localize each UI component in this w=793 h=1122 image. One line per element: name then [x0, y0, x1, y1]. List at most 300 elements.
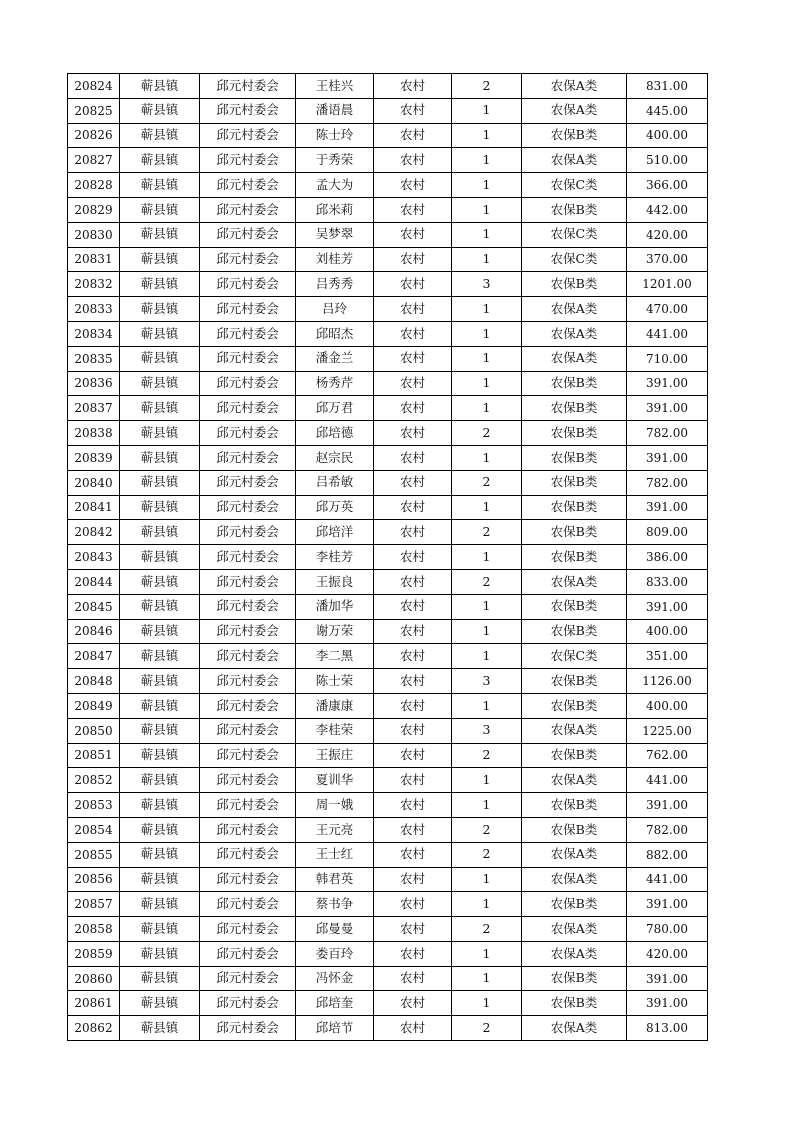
table-row [68, 396, 708, 421]
table-row [68, 917, 708, 942]
insurance-category-cell: 农保A类 [522, 148, 627, 173]
insurance-category-cell: 农保B类 [522, 966, 627, 991]
record-number-cell: 20839 [68, 445, 120, 470]
household-count-cell: 1 [452, 892, 522, 917]
area-type-cell: 农村 [374, 321, 452, 346]
record-number-cell: 20824 [68, 74, 120, 99]
amount-cell: 391.00 [627, 495, 708, 520]
area-type-cell: 农村 [374, 297, 452, 322]
town-cell: 蕲县镇 [120, 495, 200, 520]
village-committee-cell: 邱元村委会 [200, 644, 296, 669]
town-cell: 蕲县镇 [120, 173, 200, 198]
household-count-cell: 1 [452, 321, 522, 346]
village-committee-cell: 邱元村委会 [200, 346, 296, 371]
town-cell: 蕲县镇 [120, 346, 200, 371]
insurance-category-cell: 农保A类 [522, 98, 627, 123]
record-number-cell: 20849 [68, 693, 120, 718]
person-name-cell: 吴梦翠 [296, 222, 374, 247]
table-row [68, 346, 708, 371]
record-number-cell: 20845 [68, 594, 120, 619]
town-cell: 蕲县镇 [120, 817, 200, 842]
area-type-cell: 农村 [374, 594, 452, 619]
record-number-cell: 20856 [68, 867, 120, 892]
insurance-category-cell: 农保A类 [522, 1016, 627, 1041]
person-name-cell: 陈士玲 [296, 123, 374, 148]
town-cell: 蕲县镇 [120, 396, 200, 421]
record-number-cell: 20834 [68, 321, 120, 346]
table-row [68, 991, 708, 1016]
household-count-cell: 1 [452, 148, 522, 173]
record-number-cell: 20828 [68, 173, 120, 198]
amount-cell: 445.00 [627, 98, 708, 123]
village-committee-cell: 邱元村委会 [200, 98, 296, 123]
household-count-cell: 1 [452, 619, 522, 644]
household-count-cell: 1 [452, 545, 522, 570]
person-name-cell: 刘桂芳 [296, 247, 374, 272]
person-name-cell: 潘加华 [296, 594, 374, 619]
person-name-cell: 孟大为 [296, 173, 374, 198]
person-name-cell: 赵宗民 [296, 445, 374, 470]
person-name-cell: 周一娥 [296, 793, 374, 818]
household-count-cell: 1 [452, 247, 522, 272]
insurance-category-cell: 农保A类 [522, 321, 627, 346]
town-cell: 蕲县镇 [120, 619, 200, 644]
insurance-category-cell: 农保A类 [522, 297, 627, 322]
amount-cell: 391.00 [627, 371, 708, 396]
table-row [68, 545, 708, 570]
amount-cell: 441.00 [627, 321, 708, 346]
table-row [68, 98, 708, 123]
insurance-category-cell: 农保A类 [522, 768, 627, 793]
household-count-cell: 1 [452, 966, 522, 991]
household-count-cell: 2 [452, 74, 522, 99]
person-name-cell: 潘金兰 [296, 346, 374, 371]
person-name-cell: 吕秀秀 [296, 272, 374, 297]
person-name-cell: 娄百玲 [296, 941, 374, 966]
record-number-cell: 20862 [68, 1016, 120, 1041]
record-number-cell: 20850 [68, 718, 120, 743]
person-name-cell: 杨秀芹 [296, 371, 374, 396]
amount-cell: 420.00 [627, 222, 708, 247]
insurance-category-cell: 农保B类 [522, 545, 627, 570]
amount-cell: 442.00 [627, 197, 708, 222]
amount-cell: 1126.00 [627, 669, 708, 694]
insurance-category-cell: 农保C类 [522, 644, 627, 669]
village-committee-cell: 邱元村委会 [200, 1016, 296, 1041]
town-cell: 蕲县镇 [120, 247, 200, 272]
insurance-category-cell: 农保B类 [522, 991, 627, 1016]
town-cell: 蕲县镇 [120, 445, 200, 470]
household-count-cell: 2 [452, 520, 522, 545]
amount-cell: 762.00 [627, 743, 708, 768]
table-row [68, 966, 708, 991]
amount-cell: 782.00 [627, 470, 708, 495]
household-count-cell: 1 [452, 594, 522, 619]
insurance-category-cell: 农保C类 [522, 222, 627, 247]
area-type-cell: 农村 [374, 569, 452, 594]
village-committee-cell: 邱元村委会 [200, 991, 296, 1016]
person-name-cell: 陈士荣 [296, 669, 374, 694]
town-cell: 蕲县镇 [120, 74, 200, 99]
area-type-cell: 农村 [374, 768, 452, 793]
household-count-cell: 1 [452, 793, 522, 818]
village-committee-cell: 邱元村委会 [200, 495, 296, 520]
village-committee-cell: 邱元村委会 [200, 197, 296, 222]
amount-cell: 370.00 [627, 247, 708, 272]
person-name-cell: 李二黑 [296, 644, 374, 669]
household-count-cell: 2 [452, 743, 522, 768]
insurance-category-cell: 农保B类 [522, 445, 627, 470]
village-committee-cell: 邱元村委会 [200, 247, 296, 272]
village-committee-cell: 邱元村委会 [200, 123, 296, 148]
town-cell: 蕲县镇 [120, 966, 200, 991]
person-name-cell: 邱万英 [296, 495, 374, 520]
table-row [68, 321, 708, 346]
insurance-category-cell: 农保B类 [522, 371, 627, 396]
person-name-cell: 吕希敏 [296, 470, 374, 495]
town-cell: 蕲县镇 [120, 693, 200, 718]
record-number-cell: 20848 [68, 669, 120, 694]
village-committee-cell: 邱元村委会 [200, 917, 296, 942]
village-committee-cell: 邱元村委会 [200, 470, 296, 495]
table-row [68, 173, 708, 198]
record-number-cell: 20843 [68, 545, 120, 570]
insurance-category-cell: 农保B类 [522, 743, 627, 768]
table-row [68, 817, 708, 842]
record-number-cell: 20860 [68, 966, 120, 991]
village-committee-cell: 邱元村委会 [200, 817, 296, 842]
record-number-cell: 20846 [68, 619, 120, 644]
household-count-cell: 1 [452, 346, 522, 371]
town-cell: 蕲县镇 [120, 98, 200, 123]
table-row [68, 495, 708, 520]
town-cell: 蕲县镇 [120, 321, 200, 346]
household-count-cell: 1 [452, 371, 522, 396]
insurance-category-cell: 农保B类 [522, 669, 627, 694]
area-type-cell: 农村 [374, 272, 452, 297]
area-type-cell: 农村 [374, 247, 452, 272]
record-number-cell: 20836 [68, 371, 120, 396]
town-cell: 蕲县镇 [120, 594, 200, 619]
household-count-cell: 1 [452, 644, 522, 669]
village-committee-cell: 邱元村委会 [200, 669, 296, 694]
person-name-cell: 潘康康 [296, 693, 374, 718]
table-body [68, 74, 708, 1041]
town-cell: 蕲县镇 [120, 272, 200, 297]
amount-cell: 391.00 [627, 793, 708, 818]
person-name-cell: 吕玲 [296, 297, 374, 322]
town-cell: 蕲县镇 [120, 991, 200, 1016]
person-name-cell: 蔡书争 [296, 892, 374, 917]
household-count-cell: 1 [452, 123, 522, 148]
person-name-cell: 邱培节 [296, 1016, 374, 1041]
town-cell: 蕲县镇 [120, 297, 200, 322]
record-number-cell: 20829 [68, 197, 120, 222]
area-type-cell: 农村 [374, 817, 452, 842]
person-name-cell: 李桂荣 [296, 718, 374, 743]
insurance-category-cell: 农保A类 [522, 867, 627, 892]
person-name-cell: 王振庄 [296, 743, 374, 768]
insurance-category-cell: 农保B类 [522, 520, 627, 545]
village-committee-cell: 邱元村委会 [200, 297, 296, 322]
village-committee-cell: 邱元村委会 [200, 321, 296, 346]
area-type-cell: 农村 [374, 991, 452, 1016]
record-number-cell: 20844 [68, 569, 120, 594]
table-row [68, 619, 708, 644]
village-committee-cell: 邱元村委会 [200, 445, 296, 470]
town-cell: 蕲县镇 [120, 520, 200, 545]
amount-cell: 351.00 [627, 644, 708, 669]
amount-cell: 710.00 [627, 346, 708, 371]
insurance-category-cell: 农保B类 [522, 197, 627, 222]
insurance-category-cell: 农保A类 [522, 346, 627, 371]
area-type-cell: 农村 [374, 1016, 452, 1041]
person-name-cell: 李桂芳 [296, 545, 374, 570]
amount-cell: 813.00 [627, 1016, 708, 1041]
area-type-cell: 农村 [374, 421, 452, 446]
area-type-cell: 农村 [374, 346, 452, 371]
record-number-cell: 20837 [68, 396, 120, 421]
village-committee-cell: 邱元村委会 [200, 371, 296, 396]
record-number-cell: 20853 [68, 793, 120, 818]
insurance-category-cell: 农保A类 [522, 917, 627, 942]
person-name-cell: 王桂兴 [296, 74, 374, 99]
area-type-cell: 农村 [374, 966, 452, 991]
household-count-cell: 2 [452, 1016, 522, 1041]
document-page [67, 73, 707, 1041]
amount-cell: 782.00 [627, 421, 708, 446]
amount-cell: 366.00 [627, 173, 708, 198]
table-row [68, 197, 708, 222]
household-count-cell: 3 [452, 718, 522, 743]
table-row [68, 148, 708, 173]
area-type-cell: 农村 [374, 197, 452, 222]
amount-cell: 420.00 [627, 941, 708, 966]
person-name-cell: 王振良 [296, 569, 374, 594]
village-committee-cell: 邱元村委会 [200, 148, 296, 173]
town-cell: 蕲县镇 [120, 867, 200, 892]
village-committee-cell: 邱元村委会 [200, 743, 296, 768]
amount-cell: 1201.00 [627, 272, 708, 297]
amount-cell: 391.00 [627, 396, 708, 421]
household-count-cell: 1 [452, 297, 522, 322]
area-type-cell: 农村 [374, 495, 452, 520]
household-count-cell: 1 [452, 991, 522, 1016]
village-committee-cell: 邱元村委会 [200, 867, 296, 892]
area-type-cell: 农村 [374, 917, 452, 942]
record-number-cell: 20857 [68, 892, 120, 917]
amount-cell: 1225.00 [627, 718, 708, 743]
town-cell: 蕲县镇 [120, 842, 200, 867]
town-cell: 蕲县镇 [120, 669, 200, 694]
amount-cell: 441.00 [627, 768, 708, 793]
household-count-cell: 1 [452, 173, 522, 198]
insurance-category-cell: 农保B类 [522, 793, 627, 818]
person-name-cell: 王元亮 [296, 817, 374, 842]
insurance-category-cell: 农保A类 [522, 718, 627, 743]
area-type-cell: 农村 [374, 669, 452, 694]
amount-cell: 400.00 [627, 619, 708, 644]
area-type-cell: 农村 [374, 371, 452, 396]
table-row [68, 941, 708, 966]
insurance-category-cell: 农保C类 [522, 173, 627, 198]
area-type-cell: 农村 [374, 842, 452, 867]
town-cell: 蕲县镇 [120, 371, 200, 396]
person-name-cell: 韩君英 [296, 867, 374, 892]
area-type-cell: 农村 [374, 793, 452, 818]
person-name-cell: 谢万荣 [296, 619, 374, 644]
area-type-cell: 农村 [374, 619, 452, 644]
person-name-cell: 夏训华 [296, 768, 374, 793]
household-count-cell: 1 [452, 867, 522, 892]
insurance-category-cell: 农保C类 [522, 247, 627, 272]
table-row [68, 892, 708, 917]
town-cell: 蕲县镇 [120, 197, 200, 222]
table-row [68, 644, 708, 669]
record-number-cell: 20841 [68, 495, 120, 520]
village-committee-cell: 邱元村委会 [200, 718, 296, 743]
record-number-cell: 20842 [68, 520, 120, 545]
table-row [68, 272, 708, 297]
amount-cell: 809.00 [627, 520, 708, 545]
household-count-cell: 2 [452, 569, 522, 594]
person-name-cell: 邱培洋 [296, 520, 374, 545]
table-row [68, 1016, 708, 1041]
town-cell: 蕲县镇 [120, 123, 200, 148]
amount-cell: 391.00 [627, 892, 708, 917]
amount-cell: 833.00 [627, 569, 708, 594]
amount-cell: 391.00 [627, 594, 708, 619]
household-count-cell: 1 [452, 941, 522, 966]
town-cell: 蕲县镇 [120, 1016, 200, 1041]
area-type-cell: 农村 [374, 718, 452, 743]
town-cell: 蕲县镇 [120, 941, 200, 966]
insurance-category-cell: 农保A类 [522, 569, 627, 594]
insurance-category-cell: 农保B类 [522, 594, 627, 619]
record-number-cell: 20855 [68, 842, 120, 867]
town-cell: 蕲县镇 [120, 644, 200, 669]
amount-cell: 882.00 [627, 842, 708, 867]
insurance-category-cell: 农保B类 [522, 693, 627, 718]
insurance-category-cell: 农保B类 [522, 470, 627, 495]
village-committee-cell: 邱元村委会 [200, 421, 296, 446]
amount-cell: 441.00 [627, 867, 708, 892]
village-committee-cell: 邱元村委会 [200, 520, 296, 545]
amount-cell: 400.00 [627, 693, 708, 718]
household-count-cell: 2 [452, 917, 522, 942]
town-cell: 蕲县镇 [120, 421, 200, 446]
area-type-cell: 农村 [374, 173, 452, 198]
insurance-category-cell: 农保B类 [522, 123, 627, 148]
amount-cell: 391.00 [627, 445, 708, 470]
insurance-category-cell: 农保A类 [522, 842, 627, 867]
amount-cell: 470.00 [627, 297, 708, 322]
insurance-category-cell: 农保B类 [522, 272, 627, 297]
household-count-cell: 3 [452, 669, 522, 694]
area-type-cell: 农村 [374, 941, 452, 966]
town-cell: 蕲县镇 [120, 768, 200, 793]
table-row [68, 743, 708, 768]
village-committee-cell: 邱元村委会 [200, 594, 296, 619]
insurance-category-cell: 农保B类 [522, 619, 627, 644]
area-type-cell: 农村 [374, 520, 452, 545]
insurance-category-cell: 农保B类 [522, 396, 627, 421]
record-number-cell: 20847 [68, 644, 120, 669]
area-type-cell: 农村 [374, 396, 452, 421]
record-number-cell: 20852 [68, 768, 120, 793]
area-type-cell: 农村 [374, 545, 452, 570]
area-type-cell: 农村 [374, 445, 452, 470]
area-type-cell: 农村 [374, 867, 452, 892]
person-name-cell: 王士红 [296, 842, 374, 867]
village-committee-cell: 邱元村委会 [200, 966, 296, 991]
household-count-cell: 1 [452, 693, 522, 718]
town-cell: 蕲县镇 [120, 470, 200, 495]
household-count-cell: 2 [452, 817, 522, 842]
record-number-cell: 20831 [68, 247, 120, 272]
village-committee-cell: 邱元村委会 [200, 941, 296, 966]
household-count-cell: 2 [452, 470, 522, 495]
insurance-category-cell: 农保B类 [522, 892, 627, 917]
town-cell: 蕲县镇 [120, 793, 200, 818]
village-committee-cell: 邱元村委会 [200, 693, 296, 718]
village-committee-cell: 邱元村委会 [200, 396, 296, 421]
village-committee-cell: 邱元村委会 [200, 842, 296, 867]
record-number-cell: 20851 [68, 743, 120, 768]
amount-cell: 386.00 [627, 545, 708, 570]
table-row [68, 768, 708, 793]
person-name-cell: 邱培德 [296, 421, 374, 446]
table-row [68, 669, 708, 694]
amount-cell: 391.00 [627, 991, 708, 1016]
household-count-cell: 2 [452, 842, 522, 867]
table-row [68, 594, 708, 619]
table-row [68, 470, 708, 495]
area-type-cell: 农村 [374, 892, 452, 917]
table-row [68, 842, 708, 867]
town-cell: 蕲县镇 [120, 222, 200, 247]
amount-cell: 510.00 [627, 148, 708, 173]
village-committee-cell: 邱元村委会 [200, 619, 296, 644]
person-name-cell: 邱曼曼 [296, 917, 374, 942]
record-number-cell: 20859 [68, 941, 120, 966]
amount-cell: 780.00 [627, 917, 708, 942]
area-type-cell: 农村 [374, 74, 452, 99]
town-cell: 蕲县镇 [120, 892, 200, 917]
household-count-cell: 1 [452, 768, 522, 793]
area-type-cell: 农村 [374, 222, 452, 247]
record-number-cell: 20832 [68, 272, 120, 297]
household-count-cell: 1 [452, 98, 522, 123]
table-row [68, 371, 708, 396]
insurance-category-cell: 农保A类 [522, 941, 627, 966]
town-cell: 蕲县镇 [120, 743, 200, 768]
household-count-cell: 1 [452, 495, 522, 520]
table-row [68, 693, 708, 718]
record-number-cell: 20861 [68, 991, 120, 1016]
table-row [68, 445, 708, 470]
village-committee-cell: 邱元村委会 [200, 173, 296, 198]
area-type-cell: 农村 [374, 470, 452, 495]
village-committee-cell: 邱元村委会 [200, 272, 296, 297]
insurance-category-cell: 农保B类 [522, 421, 627, 446]
data-table [67, 73, 708, 1041]
table-row [68, 569, 708, 594]
record-number-cell: 20833 [68, 297, 120, 322]
record-number-cell: 20830 [68, 222, 120, 247]
amount-cell: 831.00 [627, 74, 708, 99]
household-count-cell: 1 [452, 197, 522, 222]
